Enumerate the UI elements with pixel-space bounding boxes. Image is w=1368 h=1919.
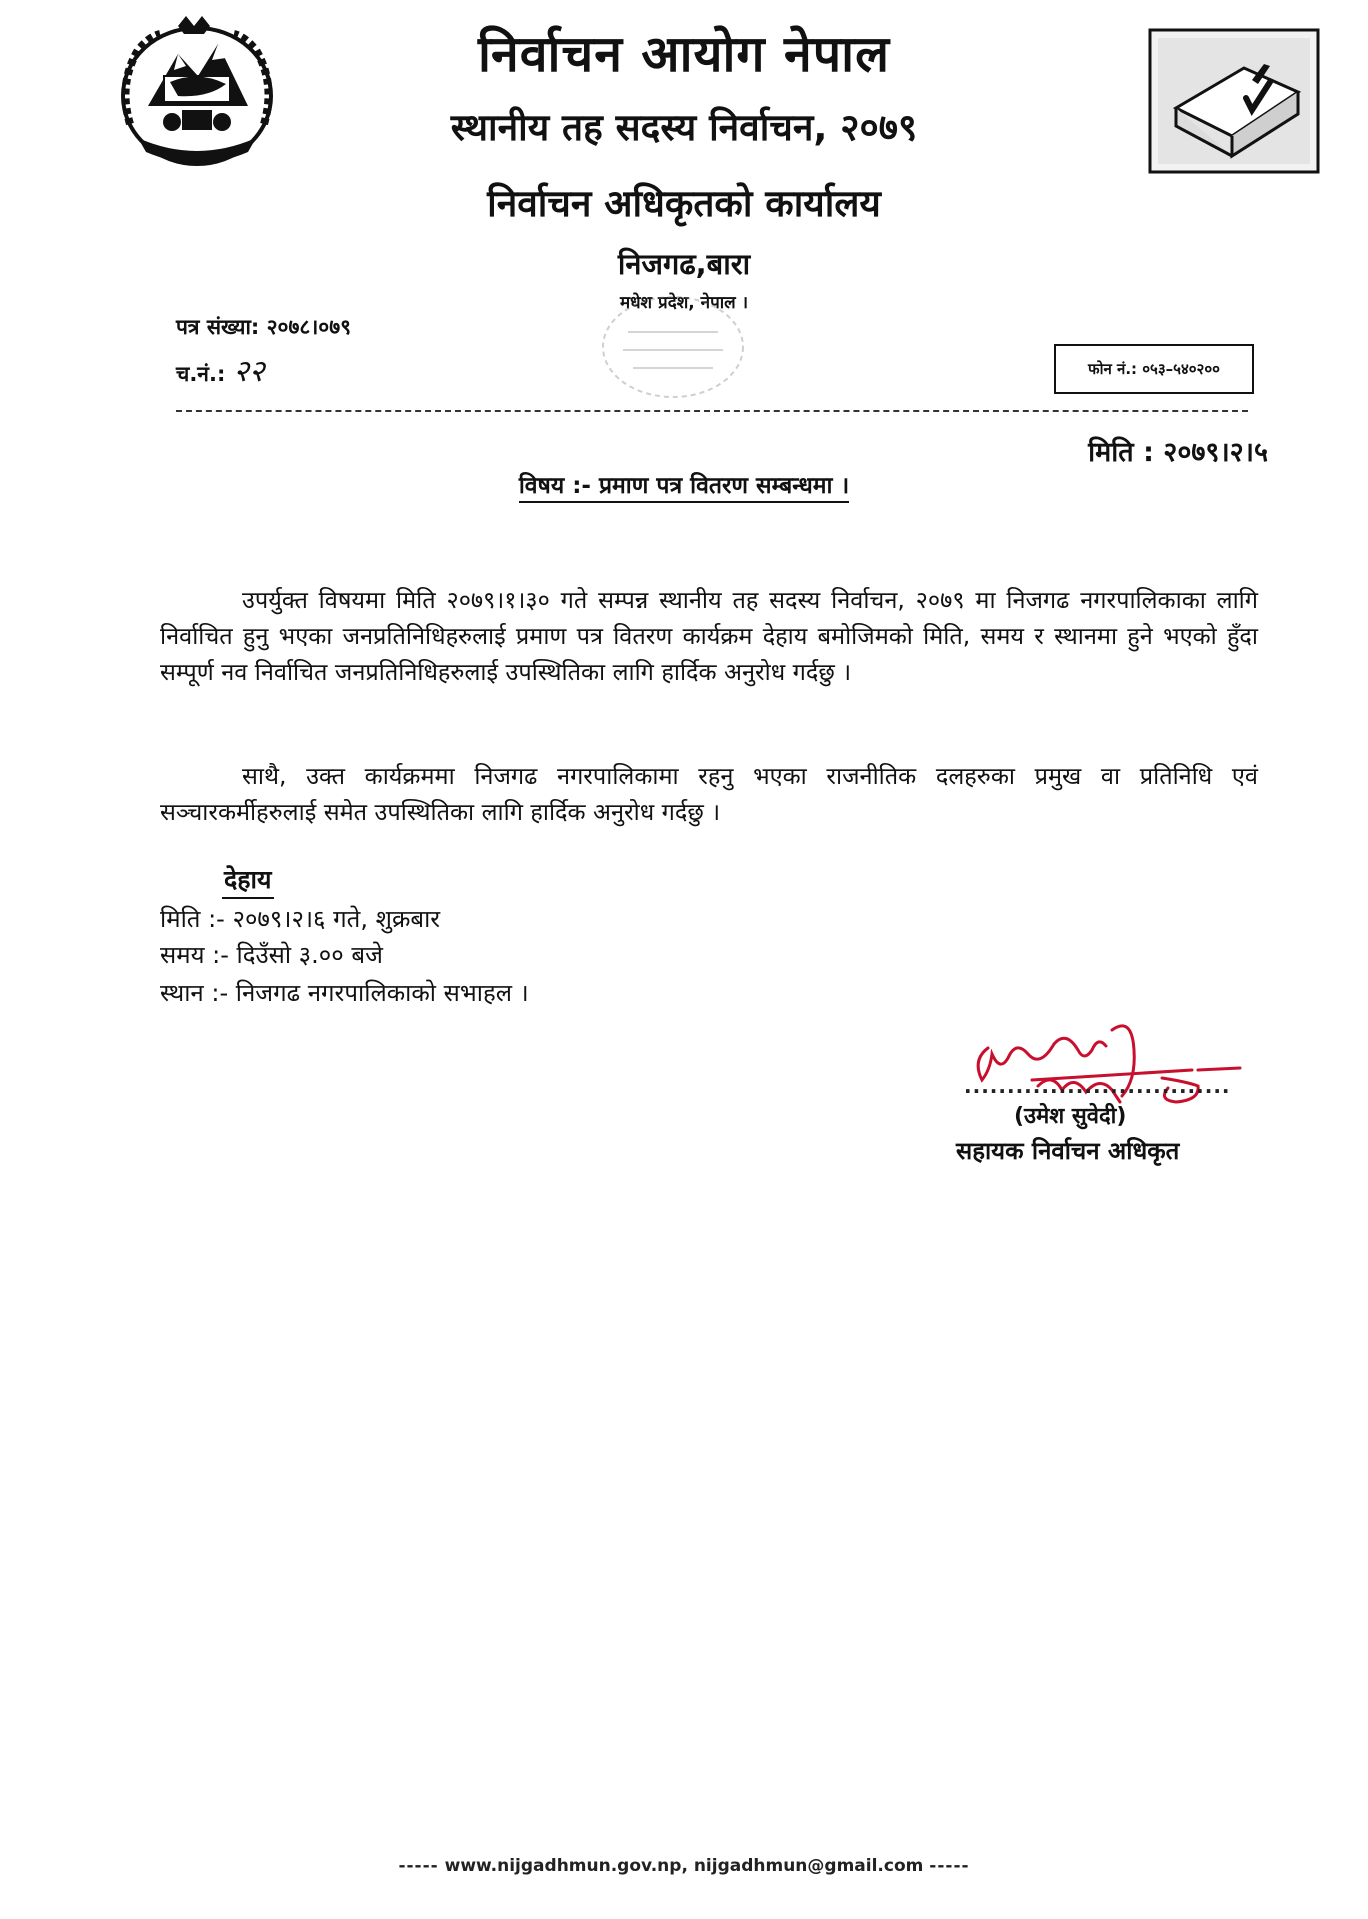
details-heading: देहाय (222, 862, 274, 899)
signature-line: ............................... (964, 1074, 1231, 1098)
header-divider (176, 410, 1248, 412)
dispatch-value: २२ (233, 354, 265, 389)
dispatch-number (176, 349, 265, 390)
signer-title: सहायक निर्वाचन अधिकृत (956, 1137, 1180, 1165)
office-region: मधेश प्रदेश, नेपाल । (619, 293, 749, 313)
office-name: निर्वाचन अधिकृतको कार्यालय (487, 182, 881, 225)
footer-contact (0, 1856, 1368, 1876)
page-title: निर्वाचन आयोग नेपाल (478, 25, 890, 83)
event-place: स्थान :- निजगढ नगरपालिकाको सभाहल । (160, 979, 529, 1007)
body-paragraph-2: साथै, उक्त कार्यक्रममा निजगढ नगरपालिकामा रहनु भएका राजनीतिक दलहरुका प्रमुख वा प्रतिनिधि एवं सञ्चारकर्मीहरुलाई समेत उपस्थितिका लागि हार्दिक अनुरोध गर्दछु । (160, 762, 1258, 826)
footer-dash-left: ----- (398, 1856, 439, 1876)
office-city: निजगढ,बारा (617, 247, 751, 281)
phone-box: फोन नं.: ०५३–५४०२०० (1054, 344, 1254, 394)
footer-dash-right: ----- (929, 1856, 970, 1876)
subject-line (0, 468, 1368, 500)
footer-contact-text: www.nijgadhmun.gov.np, nijgadhmun@gmail.com (444, 1856, 924, 1876)
office-stamp-icon (598, 292, 748, 402)
subject-text: विषय :- प्रमाण पत्र वितरण सम्बन्धमा । (519, 473, 849, 503)
body-paragraph-1: उपर्युक्त विषयमा मिति २०७९।१।३० गते सम्पन्न स्थानीय तह सदस्य निर्वाचन, २०७९ मा निजगढ नगरपालिकाका लागि निर्वाचित हुनु भएका जनप्रतिनिधिहरुलाई प्रमाण पत्र वितरण कार्यक्रम देहाय बमोजिमको मिति, समय र स्थानमा हुने भएको हुँदा सम्पूर्ण नव निर्वाचित जनप्रतिनिधिहरुलाई उपस्थितिका लागि हार्दिक अनुरोध गर्दछु । (160, 586, 1258, 686)
event-time: समय :- दिउँसो ३.०० बजे (160, 941, 383, 969)
signer-name: (उमेश सुवेदी) (1014, 1104, 1127, 1129)
letter-number: पत्र संख्या: २०७८।०७९ (176, 315, 352, 339)
election-subtitle: स्थानीय तह सदस्य निर्वाचन, २०७९ (450, 106, 918, 149)
event-date: मिति :- २०७९।२।६ गते, शुक्रबार (160, 905, 441, 933)
letter-date: मिति : २०७९।२।५ (1088, 437, 1268, 468)
dispatch-label: च.नं.: (176, 362, 226, 386)
